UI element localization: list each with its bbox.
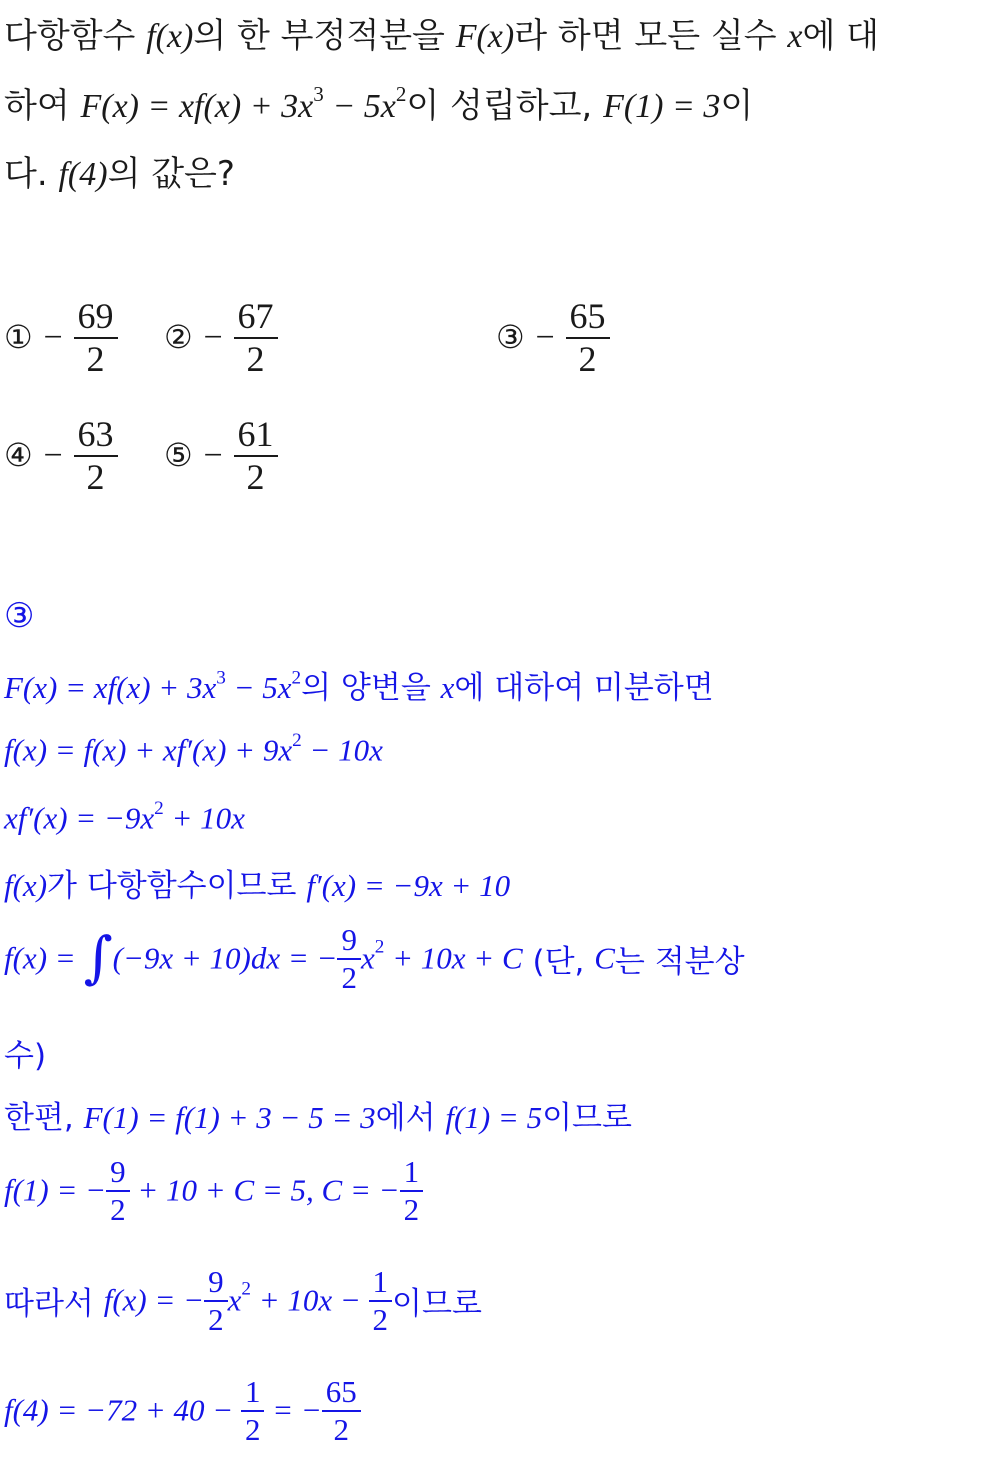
solution-line-3 — [4, 798, 245, 836]
minus-sign: − — [203, 436, 223, 474]
numerator: 69 — [74, 296, 118, 339]
math-expr: + 10 + C = 5, C = − — [129, 1172, 400, 1208]
math-expr: (−9x + 10)dx = − — [112, 940, 338, 976]
fraction — [204, 1264, 228, 1337]
question-text: 의 한 부정적분을 — [193, 16, 456, 56]
solution-line-5 — [4, 922, 745, 995]
exponent: 2 — [241, 1278, 251, 1300]
solution-line-6 — [4, 1030, 46, 1075]
choice-4[interactable] — [4, 414, 118, 499]
fraction — [74, 414, 118, 499]
math-expr: − 10x — [301, 732, 383, 768]
math-expr: f(x) = f(x) + xf′(x) + 9x — [4, 732, 293, 768]
exponent: 2 — [395, 82, 407, 107]
math-expr: f(x) = − — [103, 1282, 205, 1318]
numerator: 63 — [74, 414, 118, 457]
math-expr: f(4) — [58, 156, 108, 193]
denominator: 2 — [333, 1411, 350, 1447]
math-expr: xf′(x) = −9x — [4, 800, 155, 836]
solution-text: 이므로 — [392, 1286, 482, 1323]
denominator: 2 — [246, 457, 265, 498]
math-expr: f(x) — [146, 18, 194, 55]
numerator: 65 — [322, 1374, 361, 1412]
solution-line-1 — [4, 662, 714, 707]
solution-text: 는 적분상 — [614, 944, 745, 981]
math-expr: f(x) — [4, 868, 48, 903]
solution-text: 에서 — [375, 1100, 446, 1136]
question-text: 의 값은? — [107, 154, 235, 194]
math-expr: F(1) = 3 — [603, 88, 721, 125]
solution-line-10 — [4, 1374, 361, 1447]
answer-number: ③ — [4, 596, 35, 636]
numerator: 9 — [204, 1264, 228, 1302]
denominator: 2 — [86, 339, 105, 380]
minus-sign: − — [43, 436, 63, 474]
math-expr: F(x) = xf(x) + 3x — [4, 670, 217, 705]
math-expr: x — [227, 1282, 242, 1318]
math-expr: + 10x + C — [384, 940, 523, 976]
exponent: 2 — [292, 730, 302, 751]
solution-text: 이므로 — [542, 1100, 632, 1136]
math-expr: f(x) = — [4, 940, 84, 976]
math-expr: F(x) — [455, 18, 515, 55]
solution-text: 따라서 — [4, 1286, 104, 1323]
numerator: 67 — [234, 296, 278, 339]
question-text: 이 성립하고, — [406, 86, 604, 126]
math-expr: x — [360, 940, 375, 976]
minus-sign: − — [43, 318, 63, 356]
fraction — [234, 296, 278, 381]
solution-text: 의 양변을 — [301, 670, 441, 706]
choice-number: ③ — [496, 317, 525, 356]
choice-number: ② — [164, 317, 193, 356]
math-expr: F(1) = f(1) + 3 − 5 = 3 — [83, 1100, 376, 1135]
denominator: 2 — [246, 339, 265, 380]
math-expr: = − — [264, 1392, 322, 1428]
denominator: 2 — [578, 339, 597, 380]
fraction — [322, 1374, 361, 1447]
choice-number: ④ — [4, 435, 33, 474]
question-text: 하여 — [4, 86, 81, 126]
choice-number: ① — [4, 317, 33, 356]
solution-text: (단, — [522, 944, 595, 981]
exponent: 2 — [154, 798, 164, 819]
solution-line-7 — [4, 1092, 632, 1137]
solution-text: 가 다항함수이므로 — [47, 868, 307, 904]
question-text: 라 하면 모든 실수 — [514, 16, 788, 56]
fraction — [369, 1264, 393, 1337]
question-line-3 — [4, 146, 235, 195]
exponent: 2 — [291, 667, 302, 689]
math-expr: − 5x — [225, 670, 292, 705]
solution-text: 에 대하여 미분하면 — [454, 670, 714, 706]
answer-mark — [4, 596, 34, 636]
choice-2[interactable] — [164, 296, 278, 381]
integral-sign: ∫ — [83, 925, 113, 991]
solution-text: 한편, — [4, 1100, 84, 1136]
math-expr: f(1) = 5 — [445, 1100, 543, 1135]
exponent: 3 — [216, 667, 226, 689]
solution-line-2 — [4, 730, 383, 768]
numerator: 1 — [369, 1264, 393, 1302]
fraction — [234, 414, 278, 499]
math-expr: f(4) = −72 + 40 − — [4, 1392, 241, 1428]
math-expr: x — [440, 670, 455, 705]
numerator: 65 — [566, 296, 610, 339]
denominator: 2 — [208, 1301, 224, 1337]
fraction — [400, 1154, 424, 1227]
question-text: 이 — [720, 86, 754, 126]
denominator: 2 — [86, 457, 105, 498]
denominator: 2 — [244, 1411, 261, 1447]
math-expr: − 5x — [323, 88, 396, 125]
math-expr: + 10x — [163, 800, 245, 836]
fraction — [241, 1374, 265, 1447]
minus-sign: − — [203, 318, 223, 356]
denominator: 2 — [110, 1191, 126, 1227]
choice-1[interactable] — [4, 296, 118, 381]
solution-text: 수) — [4, 1038, 47, 1074]
numerator: 1 — [241, 1374, 265, 1412]
exponent: 3 — [313, 82, 324, 107]
question-line-1 — [4, 8, 879, 57]
exponent: 2 — [374, 936, 385, 958]
solution-line-9 — [4, 1264, 482, 1337]
fraction — [106, 1154, 130, 1227]
math-expr: + 10x − — [250, 1282, 369, 1318]
minus-sign: − — [535, 318, 555, 356]
denominator: 2 — [372, 1301, 389, 1337]
choice-5[interactable] — [164, 414, 278, 499]
denominator: 2 — [403, 1191, 420, 1227]
question-line-2 — [4, 78, 753, 127]
solution-line-4 — [4, 860, 510, 905]
numerator: 61 — [234, 414, 278, 457]
choice-number: ⑤ — [164, 435, 193, 474]
math-expr: x — [787, 18, 803, 55]
numerator: 1 — [400, 1154, 424, 1192]
denominator: 2 — [341, 959, 357, 995]
solution-line-8 — [4, 1154, 423, 1227]
question-text: 다. — [4, 154, 59, 194]
question-text: 에 대 — [802, 16, 879, 56]
numerator: 9 — [106, 1154, 130, 1192]
math-expr: C — [594, 940, 615, 976]
fraction — [74, 296, 118, 381]
math-expr: f(1) = − — [4, 1172, 107, 1208]
math-expr: F(x) = xf(x) + 3x — [80, 88, 314, 125]
math-expr: f′(x) = −9x + 10 — [306, 868, 511, 903]
fraction — [337, 922, 361, 995]
question-text: 다항함수 — [4, 16, 147, 56]
numerator: 9 — [337, 922, 361, 960]
choice-3[interactable] — [496, 296, 610, 381]
fraction — [566, 296, 610, 381]
